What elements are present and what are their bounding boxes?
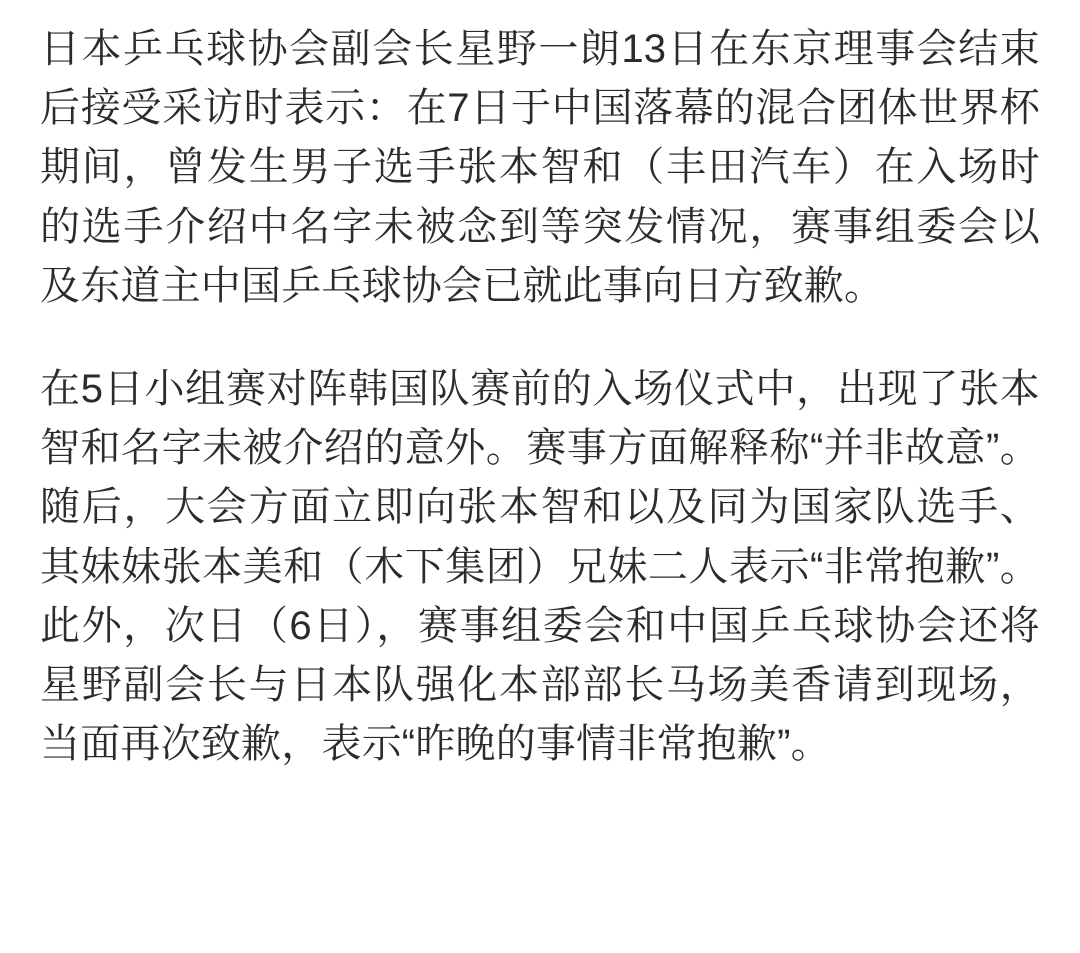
paragraph-1: 日本乒乓球协会副会长星野一朗13日在东京理事会结束后接受采访时表示：在7日于中国落幕的混合团体世界杯期间，曾发生男子选手张本智和（丰田汽车）在入场时的选手介绍中名字未被念到等突发情况，赛事组委会以及东道主中国乒乓球协会已就此事向日方致歉。	[40, 27, 1040, 308]
paragraph-2: 在5日小组赛对阵韩国队赛前的入场仪式中，出现了张本智和名字未被介绍的意外。赛事方面解释称“并非故意”。随后，大会方面立即向张本智和以及同为国家队选手、其妹妹张本美和（木下集团）兄妹二人表示“非常抱歉”。此外，次日（6日），赛事组委会和中国乒乓球协会还将星野副会长与日本队强化本部部长马场美香请到现场，当面再次致歉，表示“昨晚的事情非常抱歉”。	[40, 366, 1040, 767]
